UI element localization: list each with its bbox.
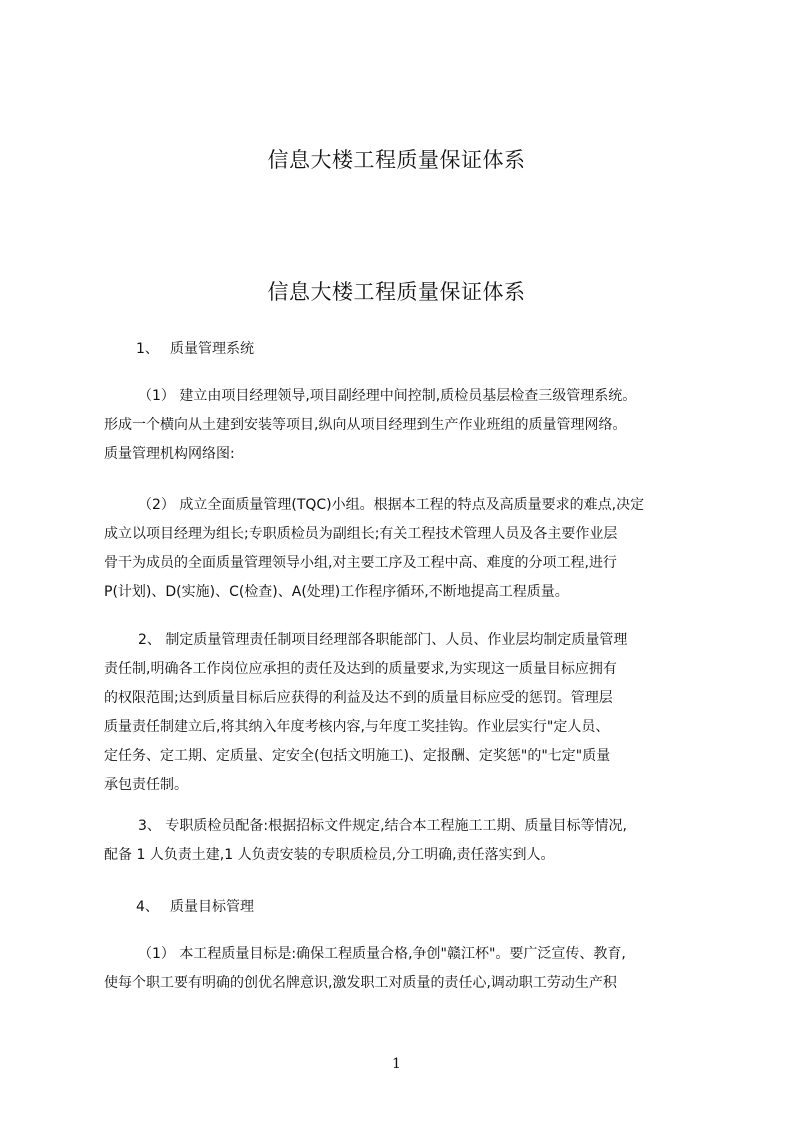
paragraph-line: 定任务、定工期、定质量、定安全(包括文明施工)、定报酬、定奖惩"的"七定"质量 xyxy=(104,748,611,764)
paragraph-line: （1） 本工程质量目标是:确保工程质量合格,争创"赣江杯"。要广泛宣传、教育, xyxy=(138,946,626,962)
paragraph-line: 使每个职工要有明确的创优名牌意识,激发职工对质量的责任心,调动职工劳动生产积 xyxy=(104,975,617,991)
paragraph-line: 配备 1 人负责土建,1 人负责安装的专职质检员,分工明确,责任落实到人。 xyxy=(104,847,555,863)
section-text: 质量目标管理 xyxy=(170,899,254,915)
section-heading-1 xyxy=(136,338,254,358)
paragraph-line: 质量管理机构网络图: xyxy=(104,446,235,462)
page-number: 1 xyxy=(392,1056,401,1072)
section-number: 1、 xyxy=(136,341,159,357)
paragraph-line: 成立以项目经理为组长;专职质检员为副组长;有关工程技术管理人员及各主要作业层 xyxy=(104,526,618,542)
paragraph-line: 2、 制定质量管理责任制项目经理部各职能部门、人员、作业层均制定质量管理 xyxy=(138,632,628,648)
paragraph-line: 责任制,明确各工作岗位应承担的责任及达到的质量要求,为实现这一质量目标应拥有 xyxy=(104,661,617,677)
paragraph-line: 承包责任制。 xyxy=(104,777,188,793)
paragraph-line: （2） 成立全面质量管理(TQC)小组。根据本工程的特点及高质量要求的难点,决定 xyxy=(138,497,645,513)
document-title: 信息大楼工程质量保证体系 xyxy=(267,280,526,304)
paragraph-line: P(计划)、D(实施)、C(检查)、A(处理)工作程序循环,不断地提高工程质量。 xyxy=(104,584,569,600)
paragraph-line: （1） 建立由项目经理领导,项目副经理中间控制,质检员基层检查三级管理系统。 xyxy=(138,388,637,404)
paragraph-line: 形成一个横向从土建到安装等项目,纵向从项目经理到生产作业班组的质量管理网络。 xyxy=(104,417,627,433)
paragraph-line: 质量责任制建立后,将其纳入年度考核内容,与年度工奖挂钩。作业层实行"定人员、 xyxy=(104,719,610,735)
paragraph-5 xyxy=(104,940,704,998)
section-heading-4 xyxy=(136,896,254,916)
section-text: 质量管理系统 xyxy=(170,341,254,357)
cover-title: 信息大楼工程质量保证体系 xyxy=(267,148,526,172)
paragraph-1 xyxy=(104,382,704,469)
paragraph-3 xyxy=(104,626,704,800)
paragraph-line: 3、 专职质检员配备:根据招标文件规定,结合本工程施工工期、质量目标等情况, xyxy=(138,818,627,834)
paragraph-4 xyxy=(104,812,704,870)
paragraph-line: 的权限范围;达到质量目标后应获得的利益及达不到的质量目标应受的惩罚。管理层 xyxy=(104,690,613,706)
paragraph-line: 骨干为成员的全面质量管理领导小组,对主要工序及工程中高、难度的分项工程,进行 xyxy=(104,555,617,571)
paragraph-2 xyxy=(104,491,704,607)
section-number: 4、 xyxy=(136,899,159,915)
